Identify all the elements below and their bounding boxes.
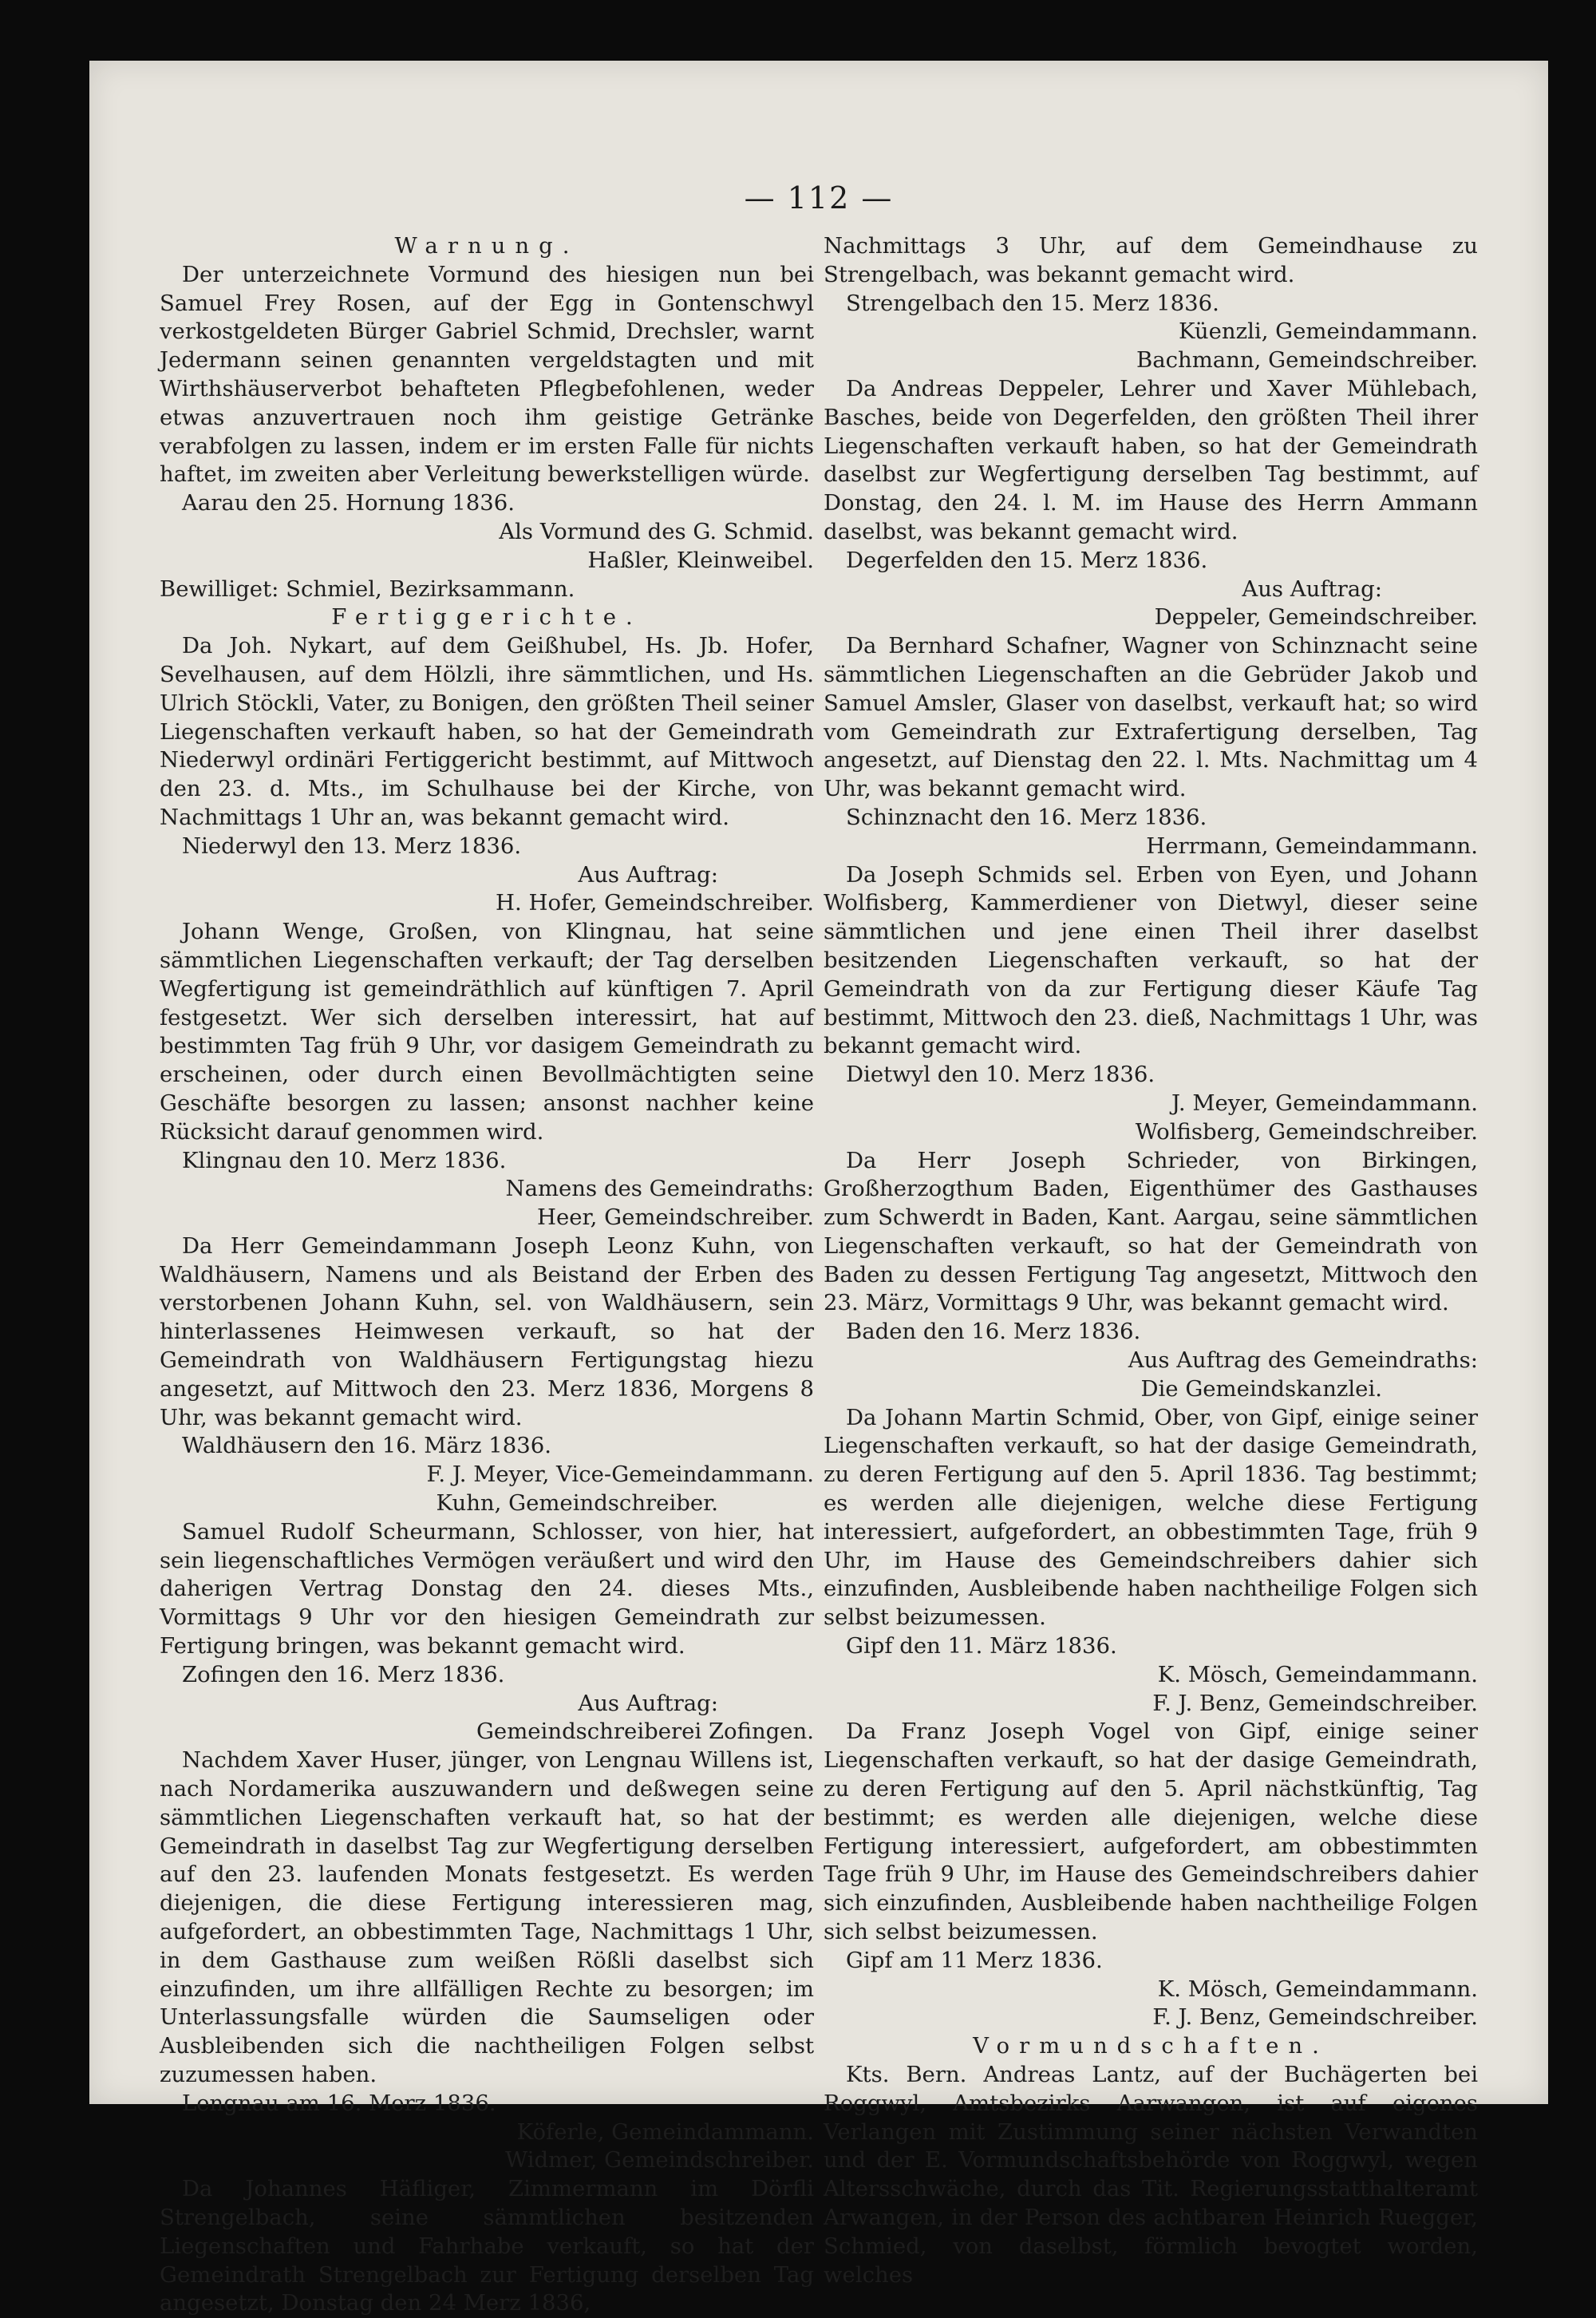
right-paragraph: Kts. Bern. Andreas Lantz, auf der Buchägerten bei Roggwyl, Amtsbezirks Aarwangen, ist auf eigenes Verlangen mit Zustimmung seiner nächsten Verwandten und der E. Vormundschaftsbehörde von Roggwyl, wegen Altersschwäche, durch das Tit. Regierungsstatthalteramt Arwangen, in der Person des achtbaren Heinrich Ruegger, Schmied, von daselbst, förmlich bevogtet worden, welches [824,2062,1478,2288]
left-signature-line: Namens des Gemeindraths: [505,1176,814,1202]
right-paragraph: Schinznacht den 16. Merz 1836. [846,804,1207,830]
right-paragraph: Da Joseph Schmids sel. Erben von Eyen, und Johann Wolfisberg, Kammerdiener von Dietwyl, dieser seine sämmtlichen und jene einen Theil ihrer daselbst besitzenden Liegenschaften verkauft, so hat der Gemeindrath von da zur Fertigung dieser Käufe Tag bestimmt, Mittwoch den 23. dieß, Nachmittags 1 Uhr, was bekannt gemacht wird. [824,861,1478,1059]
right-paragraph: Gipf am 11 Merz 1836. [846,1947,1103,1973]
left-signature-line: Widmer, Gemeindschreiber. [504,2147,814,2174]
right-paragraph: Gipf den 11. März 1836. [846,1633,1117,1659]
left-signature-line: Köferle, Gemeindammann. [516,2118,814,2145]
right-signature-line: Küenzli, Gemeindammann. [1178,318,1478,345]
right-signature-line: J. Meyer, Gemeindammann. [1171,1090,1478,1116]
right-signature-line: F. J. Benz, Gemeindschreiber. [1152,1690,1478,1716]
left-paragraph: Da Herr Gemeindammann Joseph Leonz Kuhn, von Waldhäusern, Namens und als Beistand der Erben des verstorbenen Johann Kuhn, sel. von Waldhäusern, sein hinterlassenes Heimwesen verkauft, so hat der Gemeindrath von Waldhäusern Fertigungstag hiezu angesetzt, auf Mittwoch den 23. Merz 1836, Morgens 8 Uhr, was bekannt gemacht wird. [160,1232,814,1430]
left-signature-line: Aus Auftrag: [578,861,718,888]
right-paragraph: Nachmittags 3 Uhr, auf dem Gemeindhause zu Strengelbach, was bekannt gemacht wird. [824,233,1478,287]
left-paragraph: Johann Wenge, Großen, von Klingnau, hat seine sämmtlichen Liegenschaften verkauft; der Tag derselben Wegfertigung ist gemeindräthlich auf künftigen 7. April festgesetzt. Wer sich derselben interessirt, hat auf bestimmten Tag früh 9 Uhr, vor dasigem Gemeindrath zu erscheinen, oder durch einen Bevollmächtigten seine Geschäfte besorgen zu lassen; ansonst nachher keine Rücksicht darauf genommen wird. [160,919,814,1145]
left-paragraph: Zofingen den 16. Merz 1836. [182,1661,505,1687]
right-paragraph: Degerfelden den 15. Merz 1836. [846,547,1208,573]
left-paragraph: Der unterzeichnete Vormund des hiesigen nun bei Samuel Frey Rosen, auf der Egg in Gontenschwyl verkostgeldeten Bürger Gabriel Schmid, Drechsler, warnt Jedermann seinen genannten vergeldstagten und mit Wirthshäuserverbot behafteten Pflegbefohlenen, weder etwas anzuvertrauen noch ihm geistige Getränke verabfolgen zu lassen, indem er im ersten Falle für nichts haftet, im zweiten aber Verleitung bewerkstelligen würde. [160,261,814,488]
right-paragraph: Baden den 16. Merz 1836. [846,1319,1141,1345]
left-signature-line: Haßler, Kleinweibel. [587,547,814,573]
newspaper-page [89,61,1548,2316]
right-section-heading: Vormundschaften. [973,2033,1329,2059]
right-signature-line: F. J. Benz, Gemeindschreiber. [1152,2004,1478,2031]
left-column [160,232,814,2318]
right-signature-line: Aus Auftrag: [1242,576,1382,602]
right-signature-line: K. Mösch, Gemeindammann. [1157,1976,1478,2002]
left-paragraph: Da Johannes Häfliger, Zimmermann im Dörfli Strengelbach, seine sämmtlichen besitzenden Liegenschaften und Fahrhabe verkauft, so hat der Gemeindrath Strengelbach zur Fertigung derselben Tag angesetzt, Donstag den 24 Merz 1836, [160,2176,814,2316]
right-signature-line: Herrmann, Gemeindammann. [1146,833,1478,859]
right-signature-line: Bachmann, Gemeindschreiber. [1136,347,1478,374]
left-signature-line: Aus Auftrag: [578,1690,718,1716]
left-paragraph: Aarau den 25. Hornung 1836. [182,490,515,516]
left-paragraph: Klingnau den 10. Merz 1836. [182,1147,507,1173]
right-paragraph: Da Franz Joseph Vogel von Gipf, einige seiner Liegenschaften verkauft, so hat der dasige Gemeindrath, zu deren Fertigung auf den 5. April nächstkünftig, Tag bestimmt; es werden alle diejenigen, welche diese Fertigung interessiert, aufgefordert, am obbestimmten Tage früh 9 Uhr, im Hause des Gemeindschreibers dahier sich einzufinden, Ausbleibende haben nachtheilige Folgen sich selbst beizumessen. [824,1719,1478,1945]
right-signature-line: Aus Auftrag des Gemeindraths: [1128,1347,1478,1374]
left-paragraph: Nachdem Xaver Huser, jünger, von Lengnau Willens ist, nach Nordamerika auszuwandern und deßwegen seine sämmtlichen Liegenschaften verkauft hat, so hat der Gemeindrath in daselbst Tag zur Wegfertigung derselben auf den 23. laufenden Monats festgesetzt. Es werden diejenigen, die diese Fertigung interessieren mag, aufgefordert, an obbestimmten Tage, Nachmittags 1 Uhr, in dem Gasthause zum weißen Rößli daselbst sich einzufinden, um ihre allfälligen Rechte zu besorgen; im Unterlassungsfalle würden die Saumseligen oder Ausbleibenden sich die nachtheiligen Folgen selbst zuzumessen haben. [160,1747,814,2087]
right-paragraph: Da Johann Martin Schmid, Ober, von Gipf, einige seiner Liegenschaften verkauft, so hat der dasige Gemeindrath, zu deren Fertigung auf den 5. April 1836. Tag bestimmt; es werden alle diejenigen, welche diese Fertigung interessiert, aufgefordert, an obbestimmten Tage, früh 9 Uhr, im Hause des Gemeindschreibers dahier sich einzufinden, Ausbleibende haben nachtheilige Folgen sich selbst beizumessen. [824,1404,1478,1631]
right-signature-line: Deppeler, Gemeindschreiber. [1154,604,1478,631]
left-signature-line: Kuhn, Gemeindschreiber. [436,1490,718,1517]
right-column [824,232,1478,2289]
left-signature-line: Als Vormund des G. Schmid. [499,518,814,544]
right-paragraph: Da Andreas Deppeler, Lehrer und Xaver Mühlebach, Basches, beide von Degerfelden, den größten Theil ihrer Liegenschaften verkauft haben, so hat der Gemeindrath daselbst zur Wegfertigung derselben Tag bestimmt, auf Donstag, den 24. l. M. im Hause des Herrn Ammann daselbst, was bekannt gemacht wird. [824,375,1478,544]
right-paragraph: Dietwyl den 10. Merz 1836. [846,1062,1156,1088]
right-paragraph: Da Bernhard Schafner, Wagner von Schinznacht seine sämmtlichen Liegenschaften an die Gebrüder Jakob und Samuel Amsler, Glaser von daselbst, verkauft hat; so wird vom Gemeindrath zur Extrafertigung derselben, Tag angesetzt, auf Dienstag den 22. l. Mts. Nachmittag um 4 Uhr, was bekannt gemacht wird. [824,633,1478,802]
left-signature-line: H. Hofer, Gemeindschreiber. [496,890,814,916]
page-number: — 112 — [744,180,894,216]
right-signature-line: Die Gemeindskanzlei. [1140,1375,1382,1402]
right-paragraph: Strengelbach den 15. Merz 1836. [846,290,1219,316]
left-section-heading: Warnung. [394,233,579,259]
right-signature-line: K. Mösch, Gemeindammann. [1157,1661,1478,1687]
right-paragraph: Da Herr Joseph Schrieder, von Birkingen, Großherzogthum Baden, Eigenthümer des Gasthauses zum Schwerdt in Baden, Kant. Aargau, seine sämmtlichen Liegenschaften verkauft, so hat der Gemeindrath von Baden zu dessen Fertigung Tag angesetzt, Mittwoch den 23. März, Vormittags 9 Uhr, was bekannt gemacht wird. [824,1147,1478,1316]
left-section-heading: Fertiggerichte. [331,604,642,631]
left-paragraph: Waldhäusern den 16. März 1836. [182,1433,551,1459]
right-signature-line: Wolfisberg, Gemeindschreiber. [1135,1118,1478,1145]
left-signature-line: Heer, Gemeindschreiber. [536,1204,814,1231]
left-paragraph: Da Joh. Nykart, auf dem Geißhubel, Hs. Jb. Hofer, Sevelhausen, auf dem Hölzli, ihre sämmtlichen, und Hs. Ulrich Stöckli, Vater, zu Bonigen, den größten Theil seiner Liegenschaften verkauft haben, so hat der Gemeindrath Niederwyl ordinäri Fertiggericht bestimmt, auf Mittwoch den 23. d. Mts., im Schulhause bei der Kirche, von Nachmittags 1 Uhr an, was bekannt gemacht wird. [160,633,814,830]
left-paragraph: Samuel Rudolf Scheurmann, Schlosser, von hier, hat sein liegenschaftliches Vermögen veräußert und wird den daherigen Vertrag Donstag den 24. dieses Mts., Vormittags 9 Uhr vor den hiesigen Gemeindrath zur Fertigung bringen, was bekannt gemacht wird. [160,1518,814,1659]
left-paragraph: Niederwyl den 13. Merz 1836. [182,833,522,859]
left-paragraph: Bewilliget: Schmiel, Bezirksammann. [160,576,575,602]
left-signature-line: Gemeindschreiberei Zofingen. [476,1719,814,1745]
left-paragraph: Lengnau am 16. Merz 1836. [182,2090,496,2116]
left-signature-line: F. J. Meyer, Vice-Gemeindammann. [426,1462,814,1488]
